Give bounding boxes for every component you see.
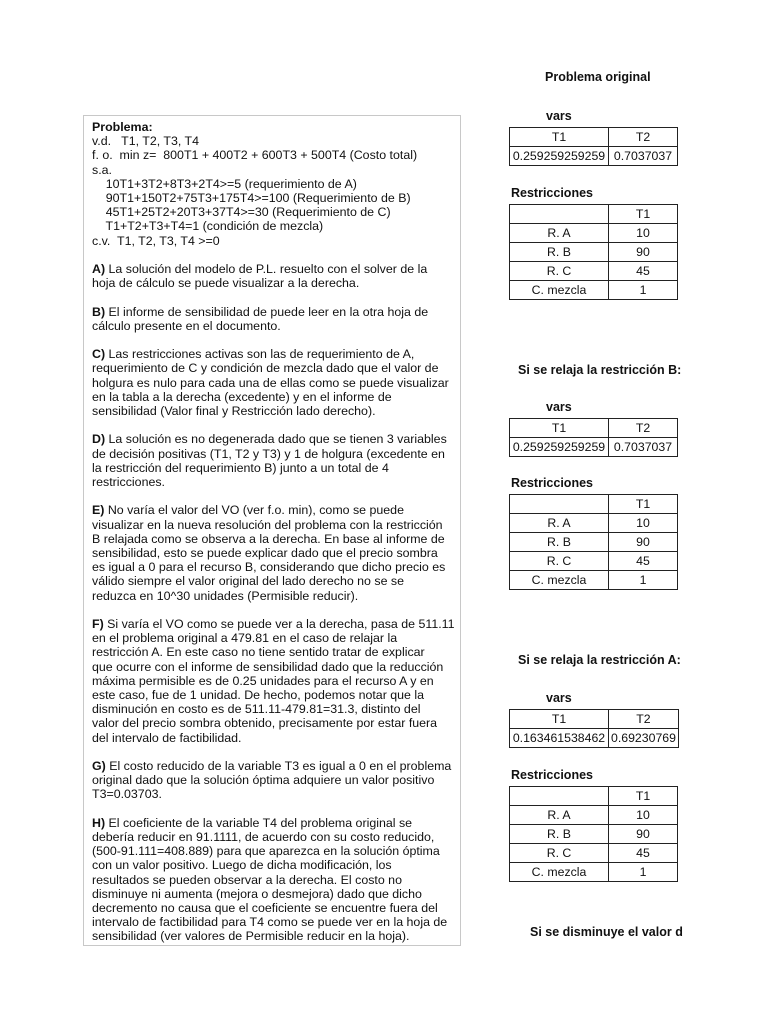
answer-label: C) — [92, 347, 106, 362]
answer-line: disminución en costo es de 511.11-479.81=31.3, distinto del — [92, 702, 421, 717]
answer-line: H) El coeficiente de la variable T4 del problema original se — [92, 815, 413, 830]
table-row: R. C 45 — [510, 552, 678, 571]
restr-header-t1: T1 — [609, 205, 678, 224]
restricciones-label-original: Restricciones — [511, 186, 593, 200]
vars-label-relax-b: vars — [546, 400, 572, 414]
restricciones-table-relax-b: T1 R. A 10 R. B 90 R. C 45 C. mezcla 1 — [509, 494, 678, 590]
answer-line: en el problema original a 479.81 en el caso de relajar la — [92, 631, 398, 646]
answer-line: C) Las restricciones activas son las de requerimiento de A, — [92, 347, 415, 362]
problem-line: 90T1+150T2+75T3+175T4>=100 (Requerimiento de B) — [92, 191, 411, 206]
vars-header-t2: T2 — [609, 128, 678, 147]
answer-line: disminuye ni aumenta (mejora o desmejora) dado que dicho — [92, 886, 422, 901]
answer-line: resultados se pueden observar a la derecha. El costo no — [92, 872, 402, 887]
section-title-disminuye: Si se disminuye el valor d — [530, 925, 683, 939]
answer-line: visualizar en la nueva resolución del problema con la restricción — [92, 517, 443, 532]
answer-line: sensibilidad (ver valores de Permisible reducir en la hoja). — [92, 929, 410, 944]
answer-line: F) Si varía el VO como se puede ver a la derecha, pasa de 511.11 — [92, 617, 455, 632]
table-row: C. mezcla 1 — [510, 863, 678, 882]
table-row: R. B 90 — [510, 825, 678, 844]
answer-line: es igual a 0 para el recurso B, considerando que dicho precio es — [92, 560, 446, 575]
answer-label: F) — [92, 617, 104, 632]
answer-line: (500-91.111=408.889) para que aparezca en la solución óptima — [92, 844, 440, 859]
answer-label: G) — [92, 759, 106, 774]
answer-line: decremento no causa que el coeficiente se encuentre fuera del — [92, 901, 438, 916]
problem-line: f. o. min z= 800T1 + 400T2 + 600T3 + 500T4 (Costo total) — [92, 148, 418, 163]
vars-value-t2: 0.7037037 — [609, 147, 678, 166]
answer-line: este caso, fue de 1 unidad. De hecho, podemos notar que la — [92, 688, 425, 703]
answer-line: A) La solución del modelo de P.L. resuelto con el solver de la — [92, 262, 428, 277]
answer-paragraph — [92, 816, 460, 944]
table-row: R. A 10 — [510, 806, 678, 825]
vars-table-original — [509, 127, 678, 166]
vars-table-relax-b: T1 T2 0.259259259259 0.7037037 — [509, 418, 678, 457]
answer-line: reduzca en 10^30 unidades (Permisible reducir). — [92, 588, 359, 603]
answer-line: restricciones. — [92, 475, 165, 490]
table-row: R. B 90 — [510, 533, 678, 552]
answer-label: H) — [92, 815, 106, 830]
table-row: R. A 10 — [510, 224, 678, 243]
answer-line: holgura es nulo para cada una de ellas como se puede visualizar — [92, 375, 449, 390]
answer-line: original dado que la solución óptima adquiere un valor positivo — [92, 773, 435, 788]
answer-line: requerimiento de C y condición de mezcla dado que el valor de — [92, 361, 439, 376]
answer-line: valor del precio sombra obtenido, precisamente por estar fuera — [92, 716, 438, 731]
answer-line: E) No varía el valor del VO (ver f.o. min), como se puede — [92, 503, 404, 518]
answer-label: A) — [92, 262, 106, 277]
table-row: R. B 90 — [510, 243, 678, 262]
answer-line: que ocurre con el informe de sensibilidad dado que la reducción — [92, 659, 444, 674]
answer-line: de decisión positivas (T1, T2 y T3) y 1 de holgura (excedente en — [92, 446, 445, 461]
problem-line: v.d. T1, T2, T3, T4 — [92, 134, 199, 149]
answer-paragraph — [92, 432, 460, 489]
answer-line: sensibilidad (Valor final y Restricción lado derecho). — [92, 404, 376, 419]
table-row: R. C 45 — [510, 844, 678, 863]
table-row: C. mezcla 1 — [510, 571, 678, 590]
answer-line: del intervalo de factibilidad. — [92, 730, 242, 745]
answer-paragraph — [92, 347, 460, 418]
problem-line: T1+T2+T3+T4=1 (condición de mezcla) — [92, 219, 324, 234]
answer-line: máxima permisible es de 0.25 unidades para el recurso A y en — [92, 673, 434, 688]
section-title-original: Problema original — [545, 70, 651, 84]
problem-line: s.a. — [92, 162, 112, 177]
answer-line: en la tabla a la derecha (excedente) y en el informe de — [92, 389, 392, 404]
answer-line: cálculo presente en el documento. — [92, 318, 281, 333]
answer-line: sensibilidad, esto se puede explicar dado que el precio sombra — [92, 546, 438, 561]
table-row: C. mezcla 1 — [510, 281, 678, 300]
restricciones-table-relax-a: T1 R. A 10 R. B 90 R. C 45 C. mezcla 1 — [509, 786, 678, 882]
answer-line: con un valor positivo. Luego de dicha modificación, los — [92, 858, 392, 873]
answer-line: restricción A. En este caso no tiene sentido tratar de explicar — [92, 645, 425, 660]
answer-paragraph — [92, 759, 460, 802]
problem-line: 10T1+3T2+8T3+2T4>=5 (requerimiento de A) — [92, 176, 357, 191]
answer-line: B relajada como se observa a la derecha. En base al informe de — [92, 531, 445, 546]
table-row: R. C 45 — [510, 262, 678, 281]
section-title-relax-b: Si se relaja la restricción B: — [518, 363, 682, 377]
vars-table-relax-a: T1 T2 0.163461538462 0.69230769 — [509, 709, 679, 748]
vars-value-t1: 0.259259259259 — [510, 147, 609, 166]
explanation-textbox — [83, 115, 461, 946]
section-title-clipped-wrapper — [530, 925, 684, 939]
vars-header-t1: T1 — [510, 128, 609, 147]
answer-line: intervalo de factibilidad para T4 como se puede ver en la hoja de — [92, 915, 448, 930]
answer-line: la restricción del requerimiento B) junto a un total de 4 — [92, 460, 389, 475]
problem-line: c.v. T1, T2, T3, T4 >=0 — [92, 233, 220, 248]
answer-line: hoja de cálculo se puede visualizar a la derecha. — [92, 276, 360, 291]
problem-line: 45T1+25T2+20T3+37T4>=30 (Requerimiento de C) — [92, 205, 391, 220]
table-row: R. A 10 — [510, 514, 678, 533]
answer-line: D) La solución es no degenerada dado que se tienen 3 variables — [92, 432, 447, 447]
vars-label-relax-a: vars — [546, 691, 572, 705]
answer-label: D) — [92, 432, 106, 447]
answer-paragraph — [92, 617, 460, 745]
restricciones-label-relax-b: Restricciones — [511, 476, 593, 490]
answer-line: B) El informe de sensibilidad de puede leer en la otra hoja de — [92, 304, 429, 319]
answer-line: G) El costo reducido de la variable T3 es igual a 0 en el problema — [92, 759, 452, 774]
answer-label: B) — [92, 304, 106, 319]
section-title-relax-a: Si se relaja la restricción A: — [518, 653, 681, 667]
answer-paragraph — [92, 305, 460, 333]
answer-line: válido siempre el valor original del lado derecho no se se — [92, 574, 405, 589]
restricciones-table-original — [509, 204, 678, 300]
answer-label: E) — [92, 503, 105, 518]
answer-line: debería reducir en 91.1111, de acuerdo con su costo reducido, — [92, 830, 435, 845]
answer-paragraph — [92, 503, 460, 602]
answer-line: T3=0.03703. — [92, 787, 162, 802]
answer-paragraph — [92, 262, 460, 290]
problem-heading: Problema: — [92, 120, 153, 134]
restricciones-label-relax-a: Restricciones — [511, 768, 593, 782]
vars-label-original: vars — [546, 109, 572, 123]
